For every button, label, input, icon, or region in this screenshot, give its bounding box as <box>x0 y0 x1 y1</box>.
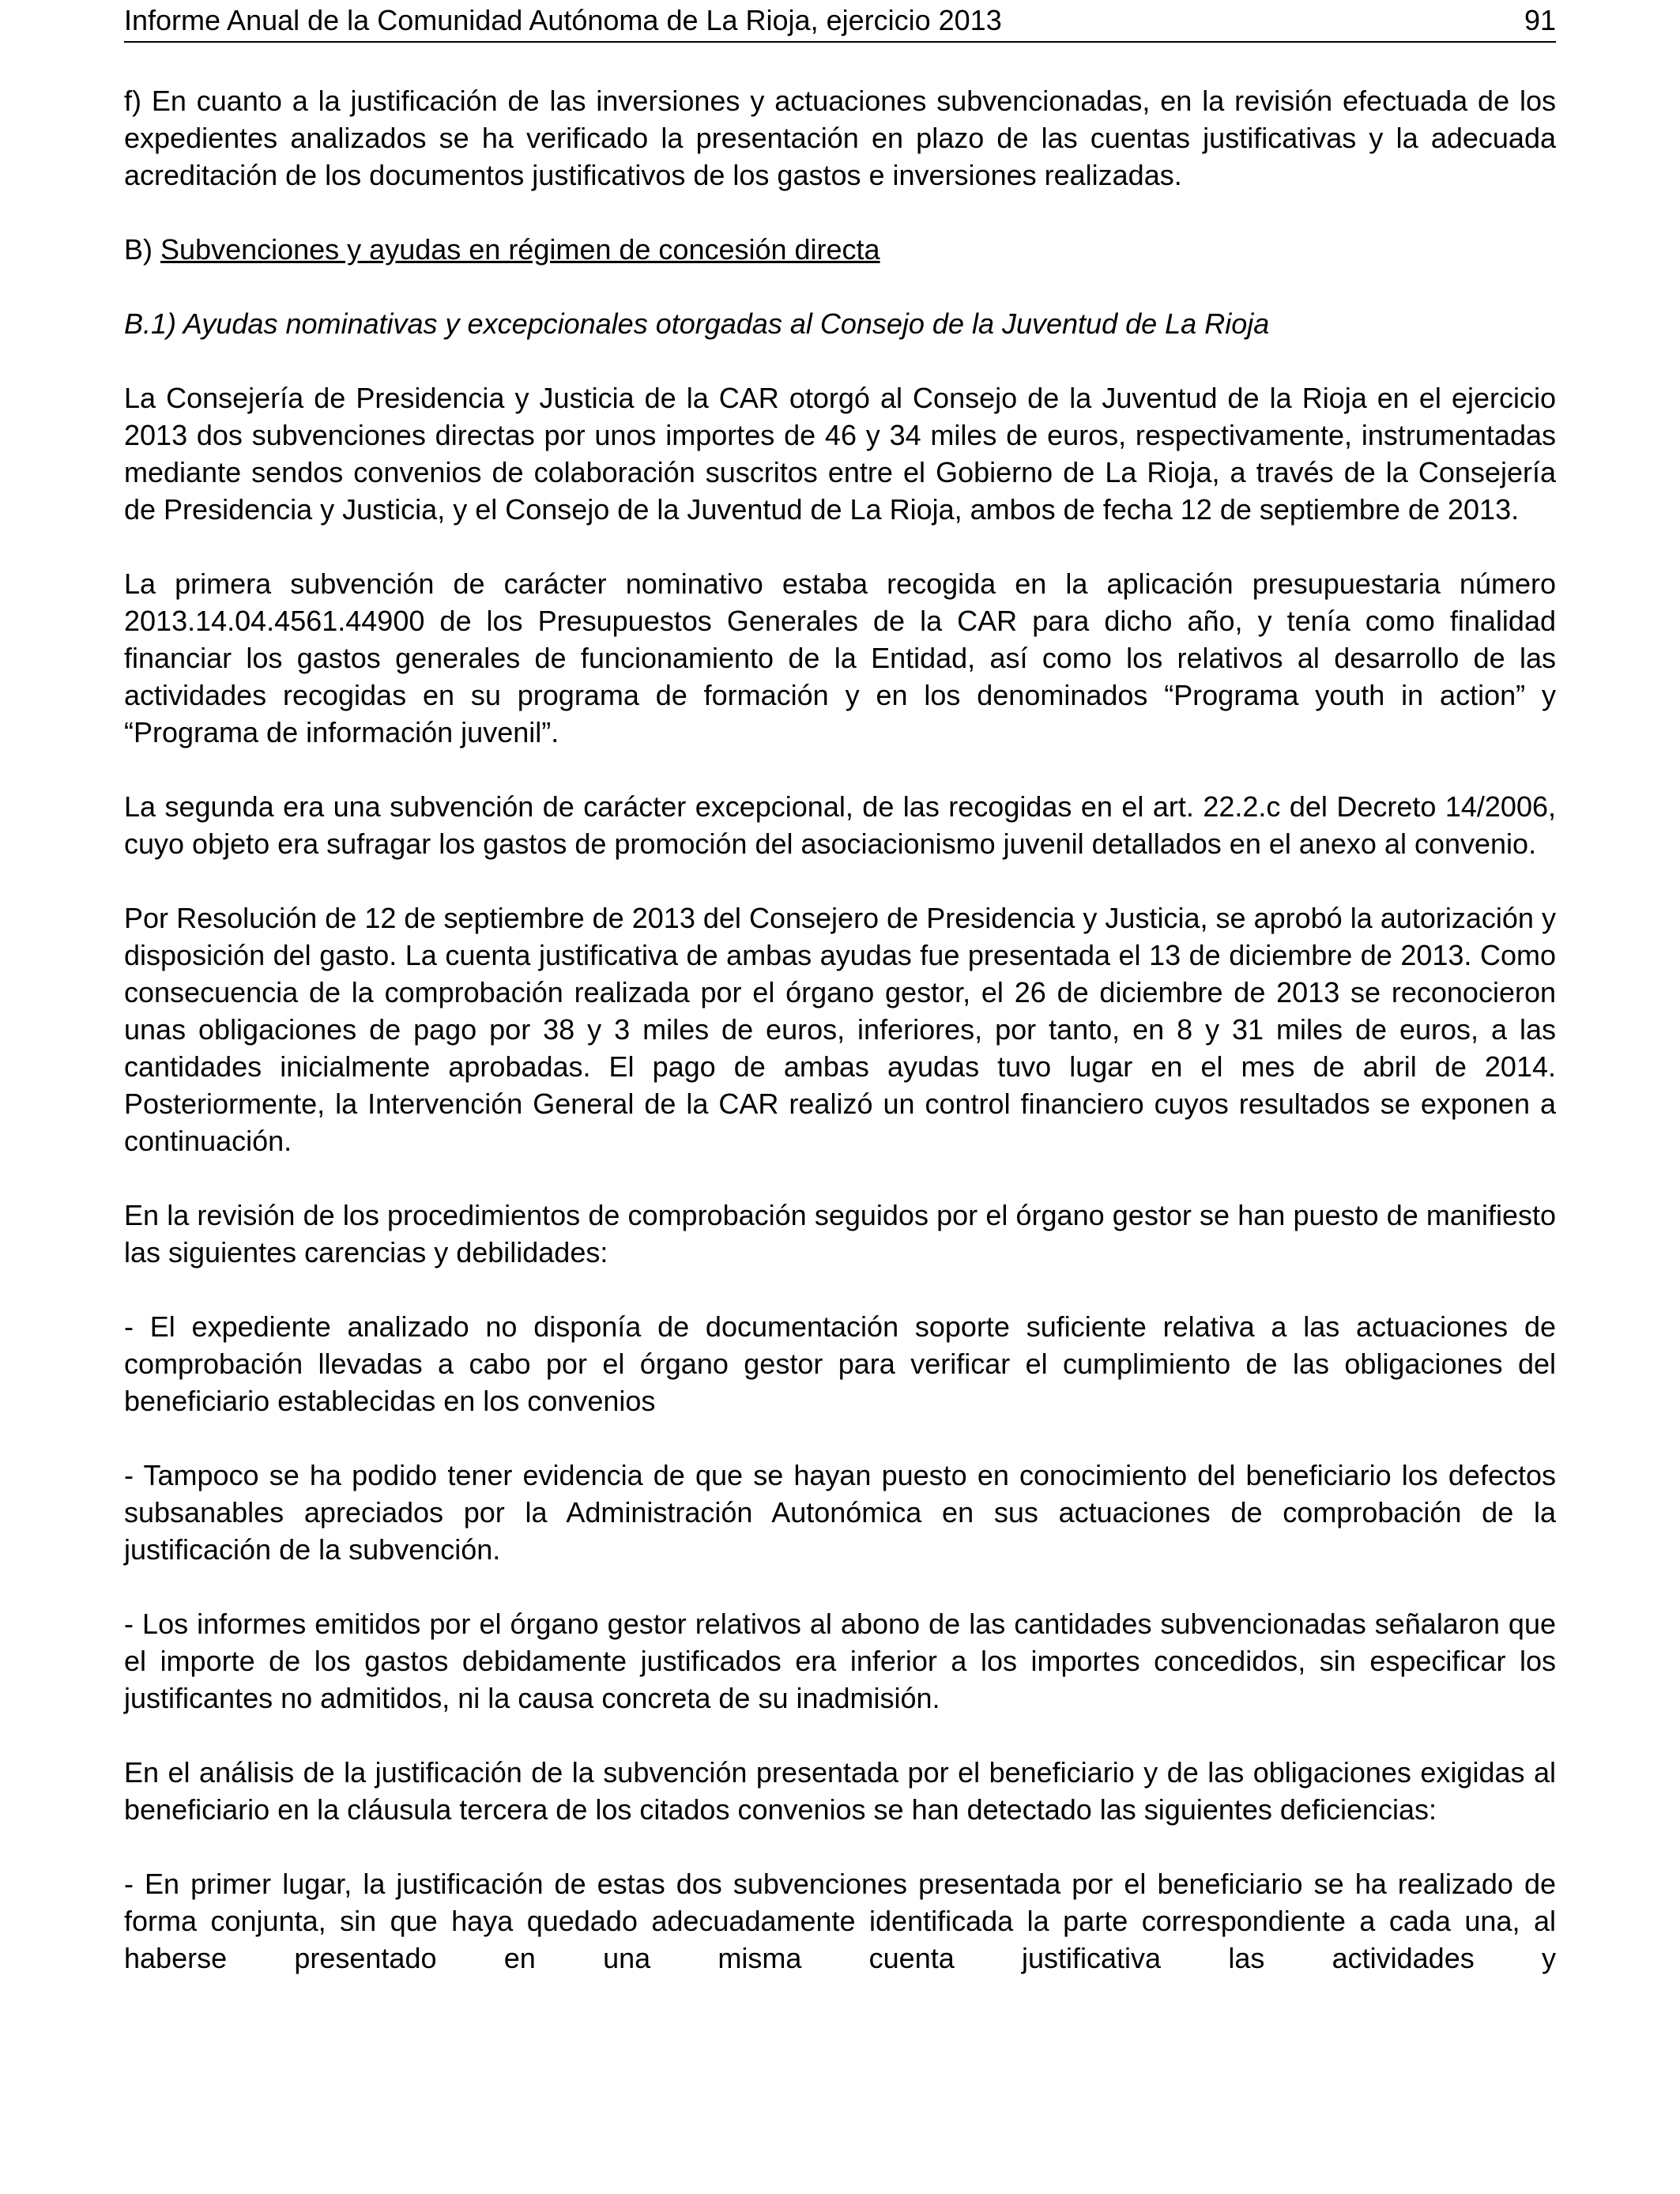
paragraph-f: f) En cuanto a la justificación de las inversiones y actuaciones subvencionadas, en la revisión efectuada de los expedientes analizados se ha verificado la presentación en plazo de las cuentas justificativas y la adecuada acreditación de los documentos justificativos de los gastos e inversiones realizadas. <box>124 85 1556 191</box>
page-header <box>124 5 1556 43</box>
paragraph: En el análisis de la justificación de la subvención presentada por el beneficiario y de las obligaciones exigidas al beneficiario en la cláusula tercera de los citados convenios se han detectado las siguientes deficiencias: <box>124 1756 1556 1826</box>
section-b-prefix: B) <box>124 233 161 266</box>
paragraph: En la revisión de los procedimientos de comprobación seguidos por el órgano gestor se han puesto de manifiesto las siguientes carencias y debilidades: <box>124 1199 1556 1269</box>
section-b-heading <box>124 231 1556 268</box>
header-title: Informe Anual de la Comunidad Autónoma de La Rioja, ejercicio 2013 <box>124 4 1002 36</box>
section-b-title: Subvenciones y ayudas en régimen de concesión directa <box>160 233 880 266</box>
document-body <box>124 82 1556 2014</box>
list-item: - En primer lugar, la justificación de estas dos subvenciones presentada por el beneficiario se ha realizado de forma conjunta, sin que haya quedado adecuadamente identificada la parte correspondiente a cada una, al haberse presentado en una misma cuenta justificativa las actividades y <box>124 1868 1556 1974</box>
list-item: - Tampoco se ha podido tener evidencia de que se hayan puesto en conocimiento del beneficiario los defectos subsanables apreciados por la Administración Autonómica en sus actuaciones de comprobación de la justificación de la subvención. <box>124 1459 1556 1566</box>
list-item: - Los informes emitidos por el órgano gestor relativos al abono de las cantidades subvencionadas señalaron que el importe de los gastos debidamente justificados era inferior a los importes concedidos, sin especificar los justificantes no admitidos, ni la causa concreta de su inadmisión. <box>124 1608 1556 1714</box>
paragraph: La primera subvención de carácter nominativo estaba recogida en la aplicación presupuestaria número 2013.14.04.4561.44900 de los Presupuestos Generales de la CAR para dicho año, y tenía como finalidad financiar los gastos generales de funcionamiento de la Entidad, así como los relativos al desarrollo de las actividades recogidas en su programa de formación y en los denominados “Programa youth in action” y “Programa de información juvenil”. <box>124 567 1556 748</box>
section-b1-heading: B.1) Ayudas nominativas y excepcionales otorgadas al Consejo de la Juventud de La Rioja <box>124 307 1270 340</box>
paragraph: La segunda era una subvención de carácter excepcional, de las recogidas en el art. 22.2.c del Decreto 14/2006, cuyo objeto era sufragar los gastos de promoción del asociacionismo juvenil detallados en el anexo al convenio. <box>124 790 1556 860</box>
paragraph: La Consejería de Presidencia y Justicia de la CAR otorgó al Consejo de la Juventud de la Rioja en el ejercicio 2013 dos subvenciones directas por unos importes de 46 y 34 miles de euros, respectivamente, instrumentadas mediante sendos convenios de colaboración suscritos entre el Gobierno de La Rioja, a través de la Consejería de Presidencia y Justicia, y el Consejo de la Juventud de La Rioja, ambos de fecha 12 de septiembre de 2013. <box>124 382 1556 526</box>
page-number: 91 <box>1524 4 1556 36</box>
paragraph: Por Resolución de 12 de septiembre de 2013 del Consejero de Presidencia y Justicia, se aprobó la autorización y disposición del gasto. La cuenta justificativa de ambas ayudas fue presentada el 13 de diciembre de 2013. Como consecuencia de la comprobación realizada por el órgano gestor, el 26 de diciembre de 2013 se reconocieron unas obligaciones de pago por 38 y 3 miles de euros, inferiores, por tanto, en 8 y 31 miles de euros, a las cantidades inicialmente aprobadas. El pago de ambas ayudas tuvo lugar en el mes de abril de 2014. Posteriormente, la Intervención General de la CAR realizó un control financiero cuyos resultados se exponen a continuación. <box>124 902 1556 1157</box>
list-item: - El expediente analizado no disponía de documentación soporte suficiente relativa a las actuaciones de comprobación llevadas a cabo por el órgano gestor para verificar el cumplimiento de las obligaciones del beneficiario establecidas en los convenios <box>124 1310 1556 1417</box>
document-page <box>124 0 1556 2194</box>
